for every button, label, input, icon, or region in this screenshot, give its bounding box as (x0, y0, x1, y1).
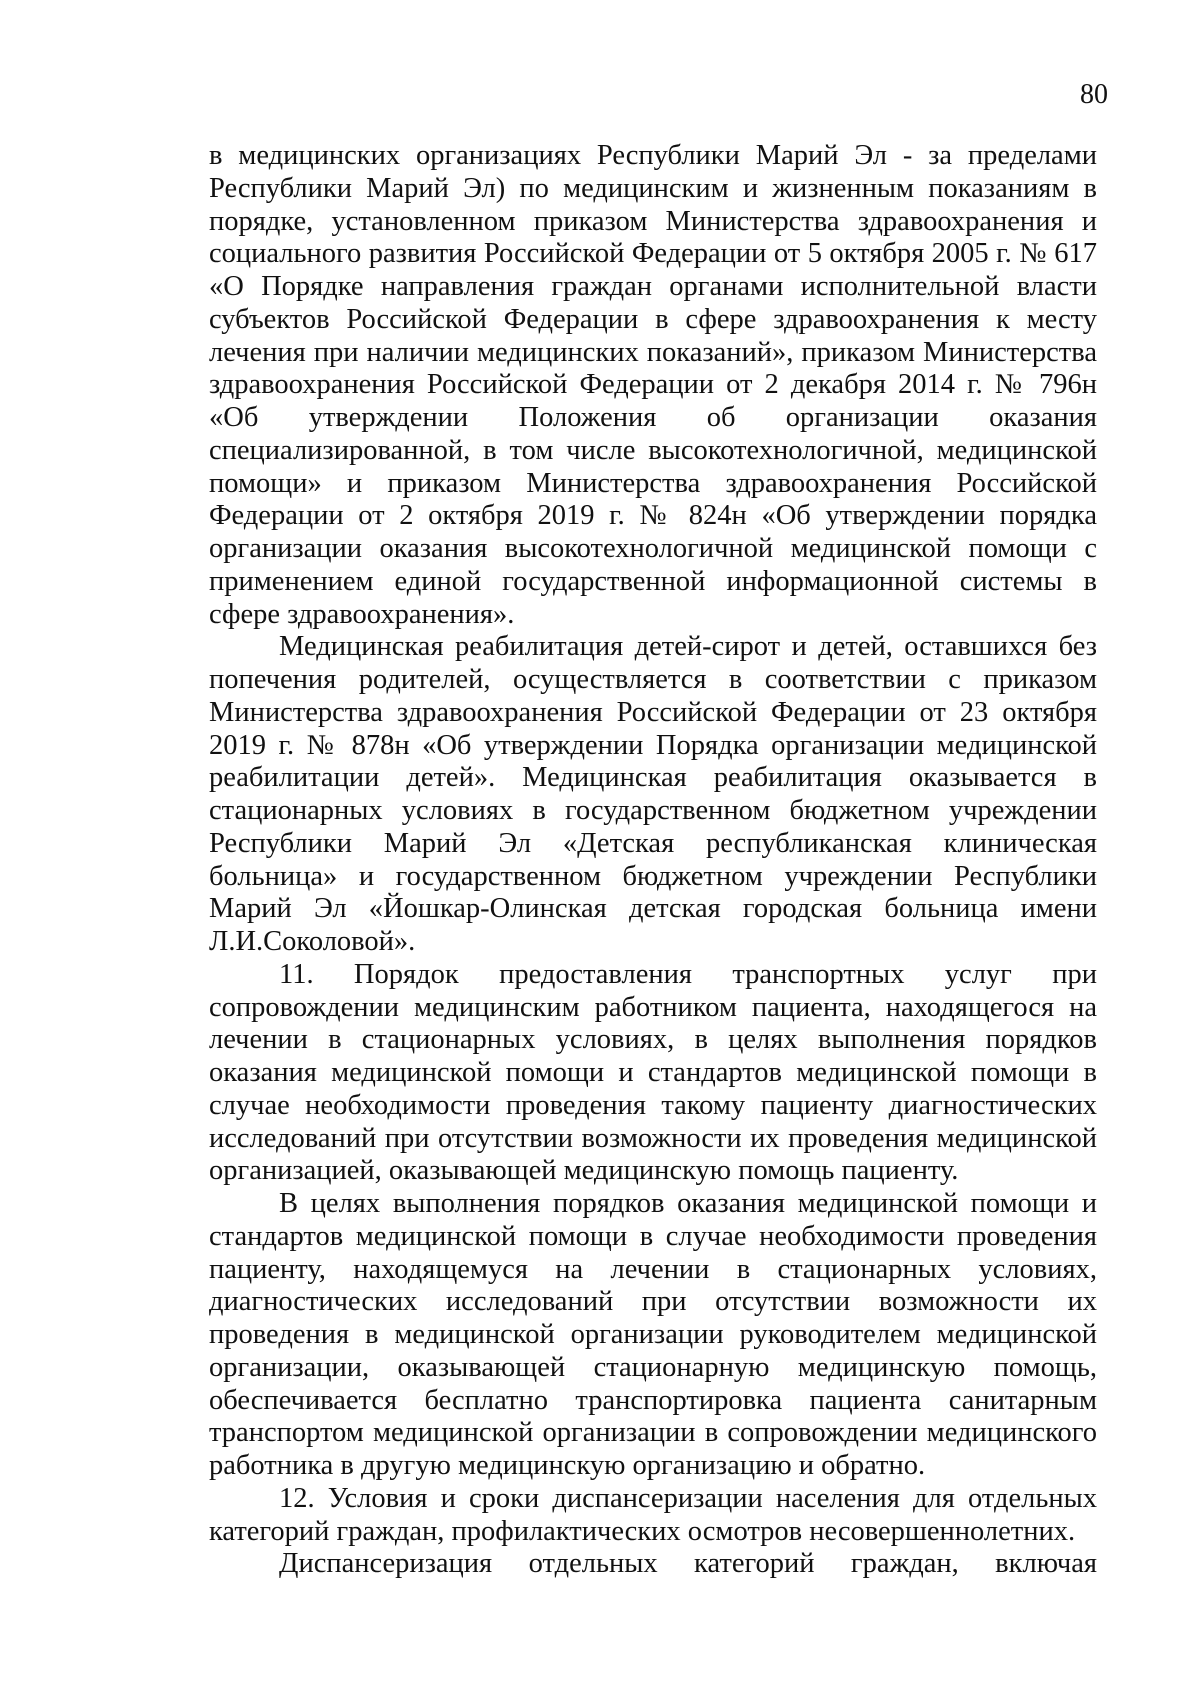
paragraph-dispensary-start: Диспансеризация отдельных категорий граждан, включая (279, 1548, 1097, 1580)
paragraph-section-11-heading: 11. Порядок предоставления транспортных услуг при сопровождении медицинским работником пациента, находящегося на лечении в стационарных условиях, в целях выполнения порядков оказания медицинской помощи и стандартов медицинской помощи в случае необходимости проведения такому пациенту диагностических исследований при отсутствии возможности их проведения медицинской организацией, оказывающей медицинскую помощь пациенту. (209, 958, 1097, 1187)
paragraph-referral-orders: в медицинских организациях Республики Марий Эл - за пределами Республики Марий Эл) по медицинским и жизненным показаниям в порядке, установленном приказом Министерства здравоохранения и социального развития Российской Федерации от 5 октября 2005 г. № 617 «О Порядке направления граждан органами исполнительной власти субъектов Российской Федерации в сфере здравоохранения к месту лечения при наличии медицинских показаний», приказом Министерства здравоохранения Российской Федерации от 2 декабря 2014 г. № 796н «Об утверждении Положения об организации оказания специализированной, в том числе высокотехнологичной, медицинской помощи» и приказом Министерства здравоохранения Российской Федерации от 2 октября 2019 г. № 824н «Об утверждении порядка организации оказания высокотехнологичной медицинской помощи с применением единой государственной информационной системы в сфере здравоохранения». (209, 140, 1097, 630)
paragraph-transport-provision: В целях выполнения порядков оказания медицинской помощи и стандартов медицинской помощи в случае необходимости проведения пациенту, находящемуся на лечении в стационарных условиях, диагностических исследований при отсутствии возможности их проведения в медицинской организации руководителем медицинской организации, оказывающей стационарную медицинскую помощь, обеспечивается бесплатно транспортировка пациента санитарным транспортом медицинской организации в сопровождении медицинского работника в другую медицинскую организацию и обратно. (209, 1188, 1097, 1481)
paragraph-section-12-heading: 12. Условия и сроки диспансеризации населения для отдельных категорий граждан, профилактических осмотров несовершеннолетних. (209, 1482, 1097, 1547)
document-body (209, 140, 1097, 1581)
paragraph-orphans-rehabilitation: Медицинская реабилитация детей-сирот и детей, оставшихся без попечения родителей, осуществляется в соответствии с приказом Министерства здравоохранения Российской Федерации от 23 октября 2019 г. № 878н «Об утверждении Порядка организации медицинской реабилитации детей». Медицинская реабилитация оказывается в стационарных условиях в государственном бюджетном учреждении Республики Марий Эл «Детская республиканская клиническая больница» и государственном бюджетном учреждении Республики Марий Эл «Йошкар-Олинская детская городская больница имени Л.И.Соколовой». (209, 631, 1097, 957)
page-number: 80 (1080, 79, 1108, 110)
